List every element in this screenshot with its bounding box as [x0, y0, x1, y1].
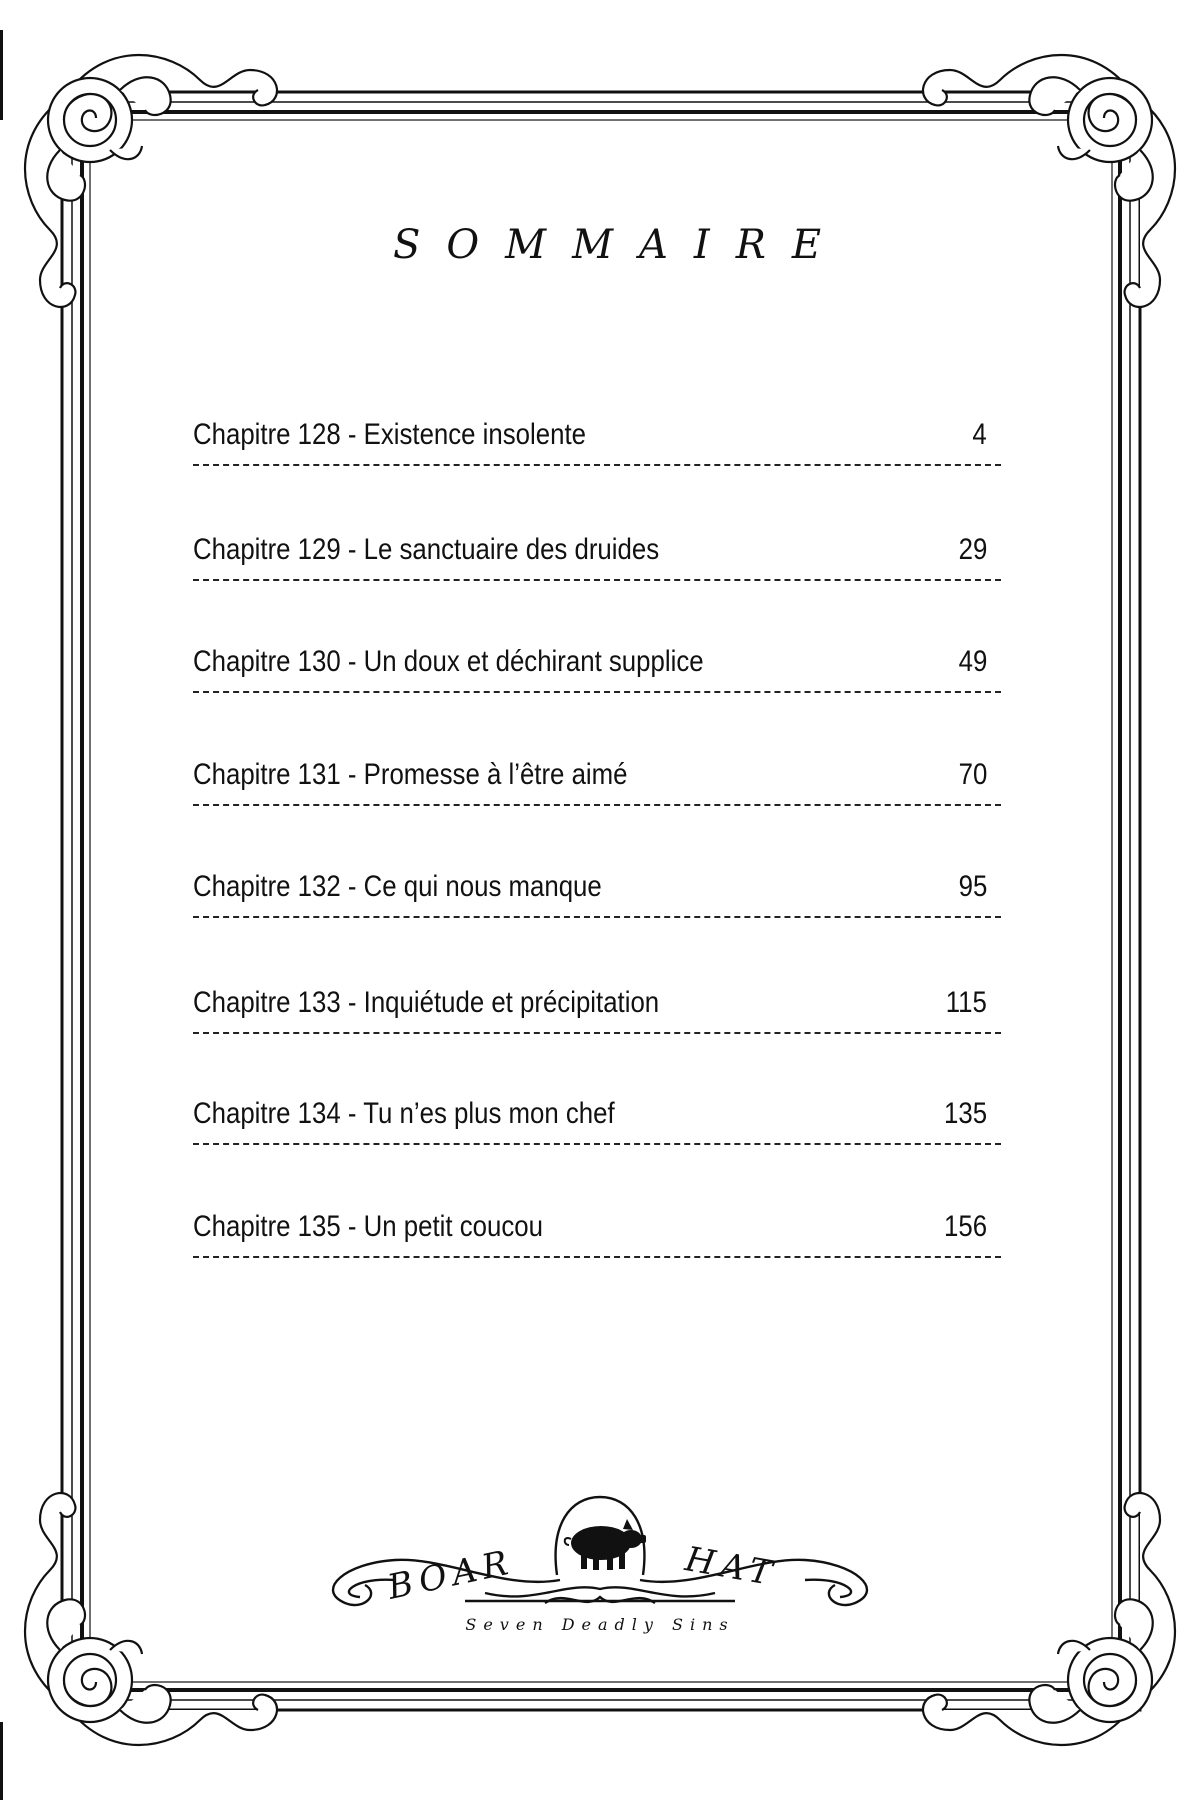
- toc-chapter-title: Chapitre 134 - Tu n’es plus mon chef: [193, 1097, 615, 1130]
- toc-page-number: 29: [958, 533, 987, 566]
- logo-word-right: HAT: [682, 1539, 781, 1595]
- dotted-leader: [193, 916, 1001, 918]
- toc-chapter-title: Chapitre 135 - Un petit coucou: [193, 1210, 543, 1243]
- page-title: SOMMAIRE: [392, 222, 848, 268]
- toc-page-number: 115: [945, 986, 987, 1019]
- toc-page-number: 4: [972, 418, 987, 451]
- toc-entry: [193, 746, 1001, 806]
- toc-chapter-title: Chapitre 130 - Un doux et déchirant supplice: [193, 645, 704, 678]
- boar-hat-logo: [305, 1485, 895, 1655]
- toc-page-number: 156: [943, 1210, 987, 1243]
- toc-entry: [193, 858, 1001, 918]
- toc-chapter-title: Chapitre 131 - Promesse à l’être aimé: [193, 758, 628, 791]
- pig-icon: [565, 1519, 646, 1570]
- dotted-leader: [193, 1143, 1001, 1145]
- toc-entry: [193, 1198, 1001, 1258]
- dotted-leader: [193, 691, 1001, 693]
- toc-page-number: 135: [943, 1097, 987, 1130]
- toc-entry: [193, 406, 1001, 466]
- dotted-leader: [193, 464, 1001, 466]
- dotted-leader: [193, 1032, 1001, 1034]
- dotted-leader: [193, 804, 1001, 806]
- toc-chapter-title: Chapitre 133 - Inquiétude et précipitation: [193, 986, 660, 1019]
- toc-entry: [193, 633, 1001, 693]
- toc-page-number: 70: [958, 758, 987, 791]
- toc-chapter-title: Chapitre 128 - Existence insolente: [193, 418, 586, 451]
- logo-subtitle: Seven Deadly Sins: [465, 1615, 735, 1634]
- dotted-leader: [193, 579, 1001, 581]
- corner-ornament-bottom-right-icon: [923, 1493, 1175, 1745]
- toc-page-number: 95: [958, 870, 987, 903]
- dotted-leader: [193, 1256, 1001, 1258]
- toc-entry: [193, 1085, 1001, 1145]
- toc-chapter-title: Chapitre 129 - Le sanctuaire des druides: [193, 533, 660, 566]
- toc-entry: [193, 974, 1001, 1034]
- logo-word-left: BOAR: [384, 1542, 518, 1608]
- toc-page-number: 49: [958, 645, 987, 678]
- toc-chapter-title: Chapitre 132 - Ce qui nous manque: [193, 870, 602, 903]
- toc-entry: [193, 521, 1001, 581]
